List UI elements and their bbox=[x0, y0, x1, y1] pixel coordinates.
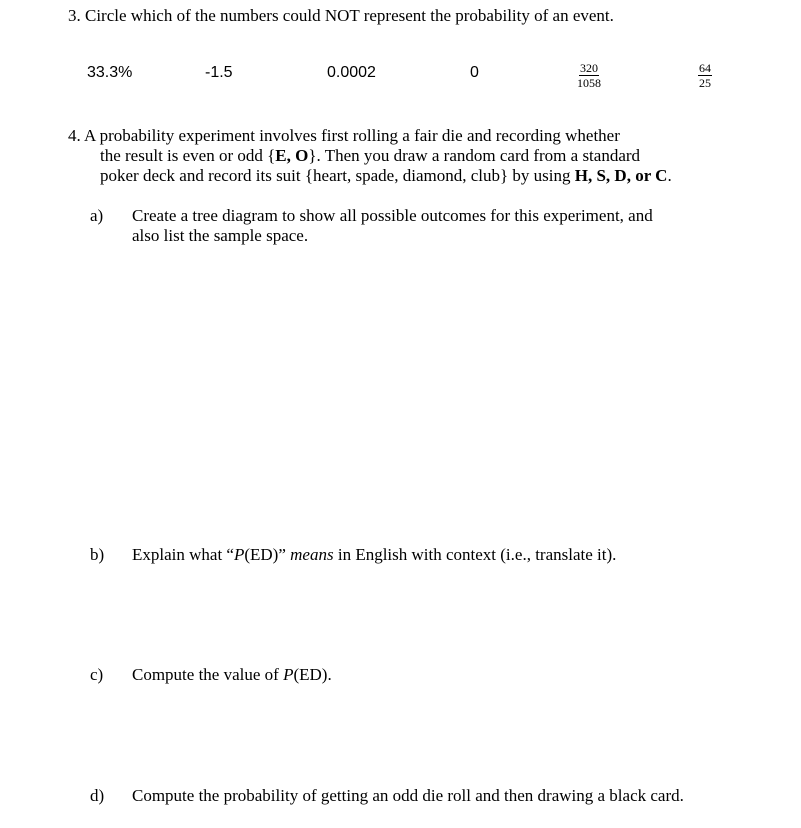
q4-line3-pre: poker deck and record its suit {heart, spade, diamond, club} by using bbox=[100, 166, 575, 185]
question-4-line-1: 4. A probability experiment involves first rolling a fair die and recording whether bbox=[68, 126, 620, 145]
option-zero: 0 bbox=[470, 64, 479, 81]
fraction-denominator: 1058 bbox=[577, 76, 601, 90]
option-fraction-320-1058 bbox=[577, 62, 601, 89]
fraction-numerator: 64 bbox=[699, 61, 711, 75]
part-b-post: in English with context (i.e., translate it). bbox=[333, 545, 617, 564]
part-b-label: b) bbox=[90, 545, 105, 564]
part-c-post: (ED). bbox=[293, 665, 332, 684]
q4-line3-bold: H, S, D, or C bbox=[574, 166, 668, 185]
part-c-text bbox=[132, 665, 332, 685]
part-c-pre: Compute the value of bbox=[132, 665, 284, 684]
part-a-line-2: also list the sample space. bbox=[132, 226, 309, 245]
question-3-text: 3. Circle which of the numbers could NOT represent the probability of an event. bbox=[68, 6, 614, 25]
part-c-italic-p: P bbox=[283, 665, 294, 684]
fraction-numerator: 320 bbox=[580, 61, 598, 75]
part-b-mid: (ED)” bbox=[244, 545, 291, 564]
part-b-italic-p: P bbox=[233, 545, 245, 564]
q4-line2-pre: the result is even or odd { bbox=[100, 146, 276, 165]
part-b-italic-means: means bbox=[290, 545, 334, 564]
option-fraction-64-25 bbox=[698, 62, 712, 89]
part-d-text: Compute the probability of getting an odd die roll and then drawing a black card. bbox=[132, 786, 684, 805]
option-negative: -1.5 bbox=[205, 64, 233, 81]
part-b-pre: Explain what “ bbox=[132, 545, 234, 564]
q4-line2-bold: E, O bbox=[275, 146, 309, 165]
part-b-text bbox=[132, 545, 616, 565]
option-decimal: 0.0002 bbox=[327, 64, 376, 81]
part-c-label: c) bbox=[90, 665, 104, 684]
part-a-label: a) bbox=[90, 206, 104, 225]
question-4-line-3 bbox=[100, 166, 672, 186]
part-d-label: d) bbox=[90, 786, 105, 805]
q4-line3-post: . bbox=[667, 166, 672, 185]
question-4-line-2 bbox=[100, 146, 640, 166]
q4-line2-post: }. Then you draw a random card from a standard bbox=[308, 146, 641, 165]
part-a-line-1: Create a tree diagram to show all possible outcomes for this experiment, and bbox=[132, 206, 653, 225]
part-a-text bbox=[132, 206, 653, 246]
option-percent: 33.3% bbox=[87, 64, 133, 81]
fraction-denominator: 25 bbox=[699, 76, 711, 90]
